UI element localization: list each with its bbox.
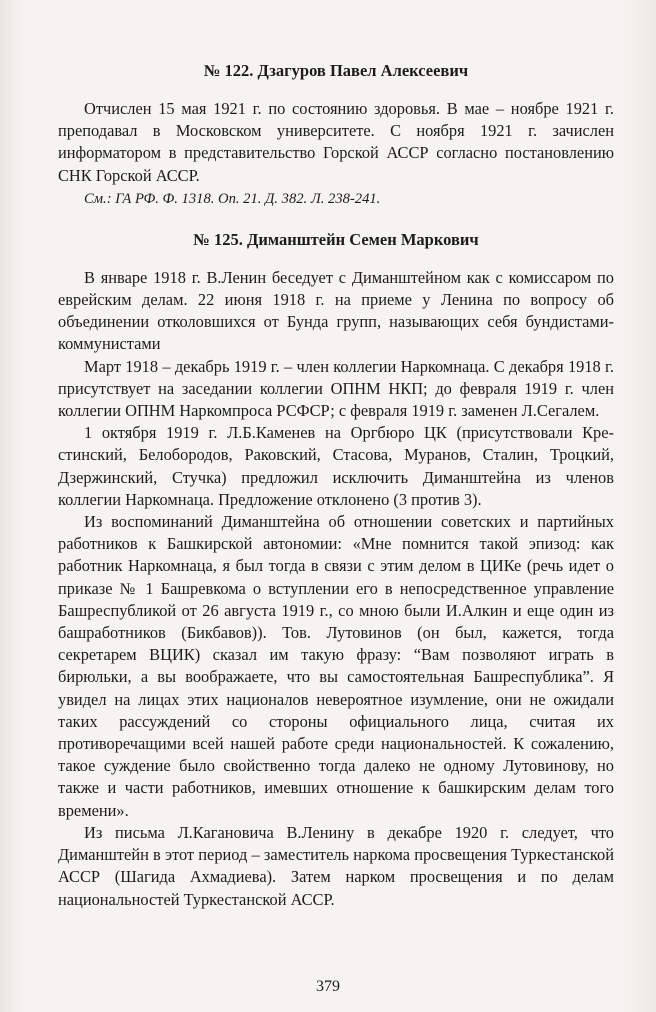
entry-paragraph: В январе 1918 г. В.Ленин беседует с Диманштейном как с комиссаром по еврейским делам. 22 июня 1918 г. на приеме у Ленина по вопросу об объединении отколовшихся от Бунда групп, называющих себя бундистами-коммунистами (58, 267, 614, 354)
entry-paragraph: Отчислен 15 мая 1921 г. по состоянию здоровья. В мае – ноябре 1921 г. преподавал в Московском университете. С ноября 1921 г. зачислен информатором в представительство Горской АССР согласно постановлению СНК Горской АССР. (58, 99, 614, 185)
entry-paragraph: Из воспоминаний Диманштейна об отношении советских и партийных работников к Башкирской автономии: «Мне помнится такой эпизод: как работник Наркомнаца, я был тогда в связи с этим делом в ЦИКе (речь идет о приказе № 1 Башревкома о вступлении его в непосредственное управление Башреспубликой от 26 августа 1919 г., со мною были И.Алкин и еще один из башработников (Бикбавов)). Тов. Лутовинов (он был, кажется, тогда секретарем ВЦИК) сказал им такую фразу: “Вам позволяют играть в бирюльки, а вы воображаете, что вы самостоятельная Башреспублика”. Я увидел на лицах этих националов невероятное изумление, они не ожидали таких рассуждений со стороны официального лица, считая их противоречащими всей нашей работе среди национальностей. К сожалению, такое суждение было свойственно тогда далеко не одному Лутовинову, но также и части работников, имевших отношение к башкирским делам того времени». (58, 512, 614, 820)
entry-dzagurov (58, 60, 614, 209)
page-number: 379 (316, 978, 340, 995)
entry-paragraph: 1 октября 1919 г. Л.Б.Каменев на Оргбюро ЦК (присутствовали Крестинский, Белобородов, Раковский, Стасова, Муранов, Сталин, Троцкий, Дзержинский, Стучка) предложил исключить Диманштейна из членов коллегии Наркомнаца. Предложение отклонено (3 против 3). (58, 423, 614, 509)
archive-source-reference: См.: ГА РФ. Ф. 1318. Оп. 21. Д. 382. Л. 238-241. (84, 190, 381, 207)
entry-heading: № 122. Дзагуров Павел Алексеевич (203, 61, 469, 80)
entry-heading: № 125. Диманштейн Семен Маркович (193, 229, 479, 249)
entry-dimanshtein (58, 229, 614, 911)
entry-paragraph: Март 1918 – декабрь 1919 г. – член коллегии Наркомнаца. С декабря 1918 г. присутствует на заседании коллегии ОПНМ НКП; до февраля 1919 г. член коллегии ОПНМ Наркомпроса РСФСР; с февраля 1919 г. заменен Л.Сегалем. (58, 356, 614, 421)
entry-paragraph: Из письма Л.Кагановича В.Ленину в декабре 1920 г. следует, что Диманштейн в этот период – заместитель наркома просвещения Туркестанской АССР (Шагида Ахмадиева). Затем нарком просвещения и по делам национальностей Туркестанской АССР. (58, 822, 614, 909)
